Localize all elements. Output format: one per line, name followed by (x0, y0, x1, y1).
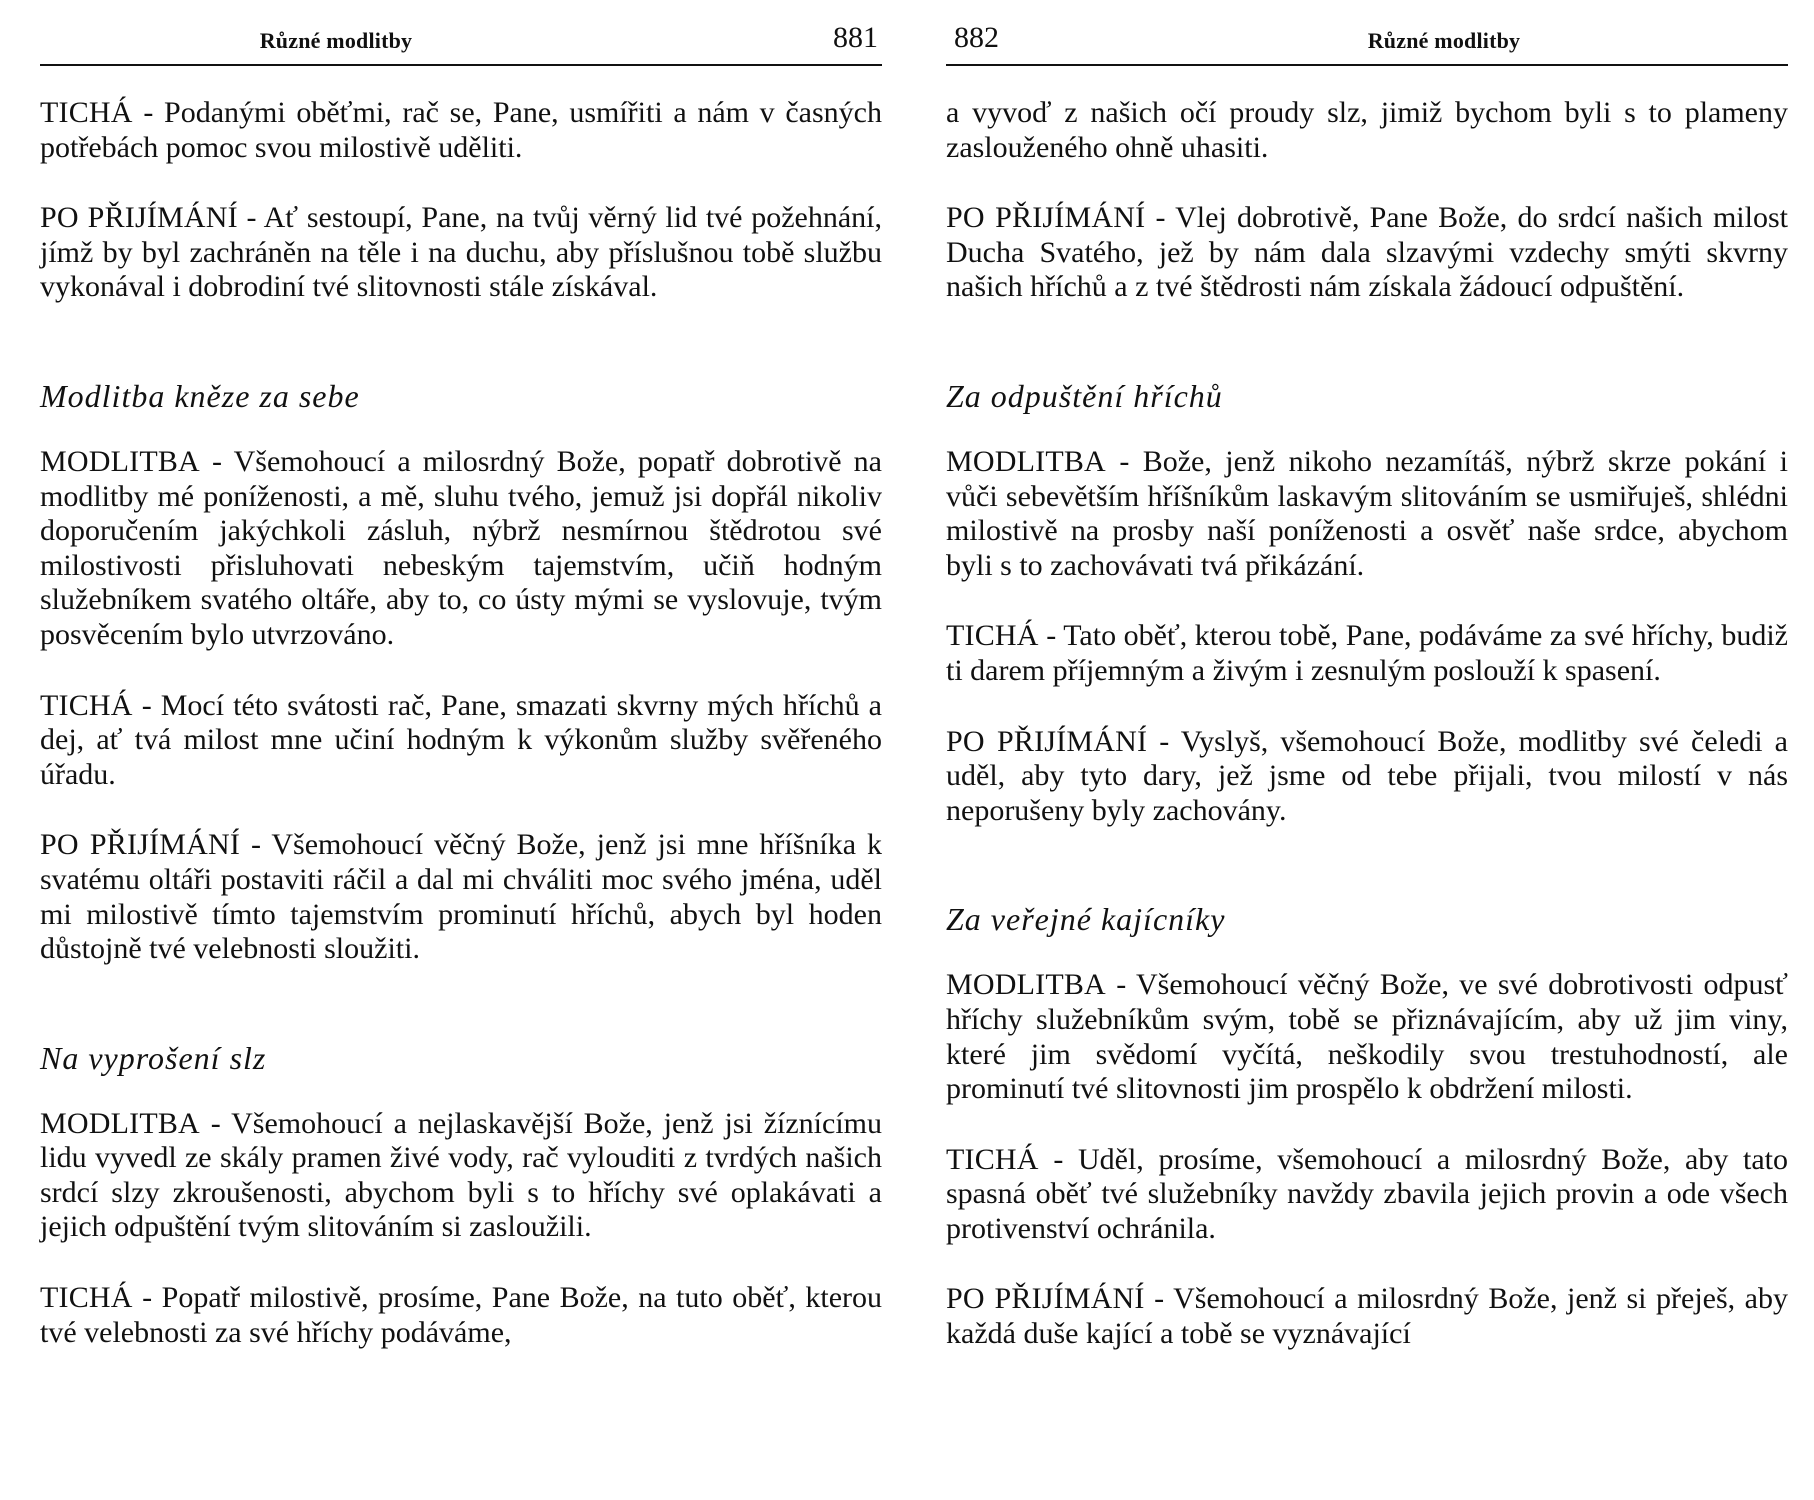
page-body-left (40, 96, 882, 1350)
prayer-text: Všemohoucí a milosrdný Bože, popatř dobrotivě na modlitby mé poníženosti, a mě, sluhu tvého, jemuž jsi dopřál nikoliv doporučením jakýchkoli zásluh, nýbrž nesmírnou štědrotou své milostivosti přisluhovati nebeským tajemstvím, učiň hodným služebníkem svatého oltáře, aby to, co ústy mými se vyslovuje, tvým posvěcením bylo utvrzováno. (40, 444, 882, 651)
prayer-text: Bože, jenž nikoho nezamítáš, nýbrž skrze pokání i vůči sebevětším hříšníkům laskavým slitováním se usmiřuješ, shlédni milostivě na prosby naší poníženosti a osvěť naše srdce, abychom byli s to zachovávati tvá přikázání. (946, 444, 1788, 582)
section-heading: Na vyprošení slz (40, 1039, 267, 1076)
section-heading: Modlitba kněze za sebe (40, 377, 360, 414)
left-page (40, 0, 882, 1500)
prayer-paragraph: TICHÁ - Uděl, prosíme, všemohoucí a milosrdný Bože, aby tato spasná oběť tvé služebníky navždy zbavila jejich provin a ode všech protivenství ochránila. (946, 1142, 1788, 1245)
prayer-text: Uděl, prosíme, všemohoucí a milosrdný Bože, aby tato spasná oběť tvé služebníky navždy zbavila jejich provin a ode všech protivenství ochránila. (946, 1142, 1788, 1245)
prayer-text: Mocí této svátosti rač, Pane, smazati skvrny mých hříchů a dej, ať tvá milost mne učiní hodným k výkonům služby svěřeného úřadu. (40, 688, 882, 791)
prayer-label: PO PŘIJÍMÁNÍ (40, 201, 238, 235)
prayer-label: TICHÁ (946, 619, 1039, 653)
prayer-label: TICHÁ (40, 96, 133, 129)
prayer-label: TICHÁ (40, 1281, 133, 1315)
prayer-text: Všemohoucí a milosrdný Bože, jenž si přeješ, aby každá duše kající a tobě se vyznávající (946, 1282, 1788, 1351)
prayer-label: MODLITBA (40, 1106, 200, 1140)
prayer-text: Vyslyš, všemohoucí Bože, modlitby své čeledi a uděl, aby tyto dary, jež jsme od tebe přijali, tvou milostí v nás neporušeny byly zachovány. (946, 724, 1788, 827)
prayer-text: a vyvoď z našich očí proudy slz, jimiž bychom byli s to plameny zaslouženého ohně uhasiti. (946, 96, 1788, 164)
prayer-label: MODLITBA (946, 444, 1106, 478)
prayer-label: MODLITBA (40, 444, 200, 478)
prayer-paragraph: PO PŘIJÍMÁNÍ - Všemohoucí a milosrdný Bože, jenž si přeješ, aby každá duše kající a tobě se vyznávající (946, 1282, 1788, 1351)
prayer-paragraph: MODLITBA - Všemohoucí a nejlaskavější Bože, jenž jsi žíznícímu lidu vyvedl ze skály pramen živé vody, rač vylouditi z tvrdých našich srdcí slzy zkroušenosti, abychom byli s to hříchy své oplakávati a jejich odpuštění tvým slitováním si zasloužili. (40, 1106, 882, 1244)
prayer-text: Všemohoucí věčný Bože, ve své dobrotivosti odpusť hříchy služebníkům svým, tobě se přiznávajícím, aby už jim viny, které jim svědomí vyčítá, neškodily svou trestuhodností, ale prominutí tvé slitovnosti jim prospělo k obdržení milosti. (946, 968, 1789, 1106)
prayer-text: Podanými oběťmi, rač se, Pane, usmířiti a nám v časných potřebách pomoc svou milostivě uděliti. (40, 96, 882, 164)
page-number: 881 (833, 21, 878, 54)
right-page (946, 0, 1788, 1500)
prayer-paragraph: MODLITBA - Bože, jenž nikoho nezamítáš, nýbrž skrze pokání i vůči sebevětším hříšníkům laskavým slitováním se usmiřuješ, shlédni milostivě na prosby naší poníženosti a osvěť naše srdce, abychom byli s to zachovávati tvá přikázání. (946, 444, 1788, 582)
page-number: 882 (954, 21, 999, 54)
prayer-text: Ať sestoupí, Pane, na tvůj věrný lid tvé požehnání, jímž by byl zachráněn na těle i na duchu, aby příslušnou tobě službu vykonával i dobrodiní tvé slitovnosti stále získával. (40, 201, 882, 304)
prayer-text: Vlej dobrotivě, Pane Bože, do srdcí našich milost Ducha Svatého, jež by nám dala slzavými vzdechy smýti skvrny našich hříchů a z tvé štědrosti nám získala žádoucí odpuštění. (946, 201, 1788, 304)
prayer-paragraph: TICHÁ - Popatř milostivě, prosíme, Pane Bože, na tuto oběť, kterou tvé velebnosti za své hříchy podáváme, (40, 1281, 882, 1349)
prayer-paragraph: MODLITBA - Všemohoucí věčný Bože, ve své dobrotivosti odpusť hříchy služebníkům svým, tobě se přiznávajícím, aby už jim viny, které jim svědomí vyčítá, neškodily svou trestuhodností, ale prominutí tvé slitovnosti jim prospělo k obdržení milosti. (946, 968, 1789, 1106)
prayer-text: Tato oběť, kterou tobě, Pane, podáváme za své hříchy, budiž ti darem příjemným a živým i zesnulým poslouží k spasení. (946, 619, 1788, 687)
running-title: Různé modlitby (259, 28, 413, 53)
prayer-label: MODLITBA (946, 968, 1106, 1002)
prayer-label: PO PŘIJÍMÁNÍ (946, 1282, 1145, 1316)
prayer-paragraph: TICHÁ - Tato oběť, kterou tobě, Pane, podáváme za své hříchy, budiž ti darem příjemným a živým i zesnulým poslouží k spasení. (946, 619, 1788, 687)
page-body-right (946, 96, 1788, 1352)
prayer-paragraph: PO PŘIJÍMÁNÍ - Vyslyš, všemohoucí Bože, modlitby své čeledi a uděl, aby tyto dary, jež jsme od tebe přijali, tvou milostí v nás neporušeny byly zachovány. (946, 724, 1788, 827)
prayer-paragraph: PO PŘIJÍMÁNÍ - Ať sestoupí, Pane, na tvůj věrný lid tvé požehnání, jímž by byl zachráněn na těle i na duchu, aby příslušnou tobě službu vykonával i dobrodiní tvé slitovnosti stále získával. (40, 201, 882, 304)
prayer-label: TICHÁ (40, 688, 133, 722)
prayer-text: Popatř milostivě, prosíme, Pane Bože, na tuto oběť, kterou tvé velebnosti za své hříchy podáváme, (40, 1281, 882, 1349)
section-heading: Za odpuštění hříchů (946, 377, 1223, 414)
prayer-paragraph: TICHÁ - Mocí této svátosti rač, Pane, smazati skvrny mých hříchů a dej, ať tvá milost mne učiní hodným k výkonům služby svěřeného úřadu. (40, 688, 882, 791)
prayer-text: Všemohoucí věčný Bože, jenž jsi mne hříšníka k svatému oltáři postaviti ráčil a dal mi chváliti moc svého jména, uděl mi milostivě tímto tajemstvím prominutí hříchů, abych byl hoden důstojně tvé velebnosti sloužiti. (40, 828, 882, 966)
prayer-paragraph: PO PŘIJÍMÁNÍ - Vlej dobrotivě, Pane Bože, do srdcí našich milost Ducha Svatého, jež by nám dala slzavými vzdechy smýti skvrny našich hříchů a z tvé štědrosti nám získala žádoucí odpuštění. (946, 201, 1788, 304)
prayer-label: PO PŘIJÍMÁNÍ (946, 724, 1148, 758)
prayer-label: PO PŘIJÍMÁNÍ (40, 828, 241, 862)
running-head-left (40, 21, 882, 66)
prayer-paragraph (946, 96, 1788, 165)
prayer-paragraph: TICHÁ - Podanými oběťmi, rač se, Pane, usmířiti a nám v časných potřebách pomoc svou milostivě uděliti. (40, 96, 882, 164)
prayer-text: Všemohoucí a nejlaskavější Bože, jenž jsi žíznícímu lidu vyvedl ze skály pramen živé vody, rač vylouditi z tvrdých našich srdcí slzy zkroušenosti, abychom byli s to hříchy své oplakávati a jejich odpuštění tvým slitováním si zasloužili. (40, 1106, 882, 1244)
running-head-right (946, 21, 1788, 66)
running-title: Různé modlitby (1367, 28, 1521, 53)
section-heading: Za veřejné kajícníky (946, 901, 1226, 938)
prayer-label: PO PŘIJÍMÁNÍ (946, 201, 1146, 235)
prayer-label: TICHÁ (946, 1142, 1039, 1176)
prayer-paragraph: PO PŘIJÍMÁNÍ - Všemohoucí věčný Bože, jenž jsi mne hříšníka k svatému oltáři postaviti ráčil a dal mi chváliti moc svého jména, uděl mi milostivě tímto tajemstvím prominutí hříchů, abych byl hoden důstojně tvé velebnosti sloužiti. (40, 828, 882, 966)
prayer-paragraph: MODLITBA - Všemohoucí a milosrdný Bože, popatř dobrotivě na modlitby mé poníženosti, a mě, sluhu tvého, jemuž jsi dopřál nikoliv doporučením jakýchkoli zásluh, nýbrž nesmírnou štědrotou své milostivosti přisluhovati nebeským tajemstvím, učiň hodným služebníkem svatého oltáře, aby to, co ústy mými se vyslovuje, tvým posvěcením bylo utvrzováno. (40, 444, 882, 651)
